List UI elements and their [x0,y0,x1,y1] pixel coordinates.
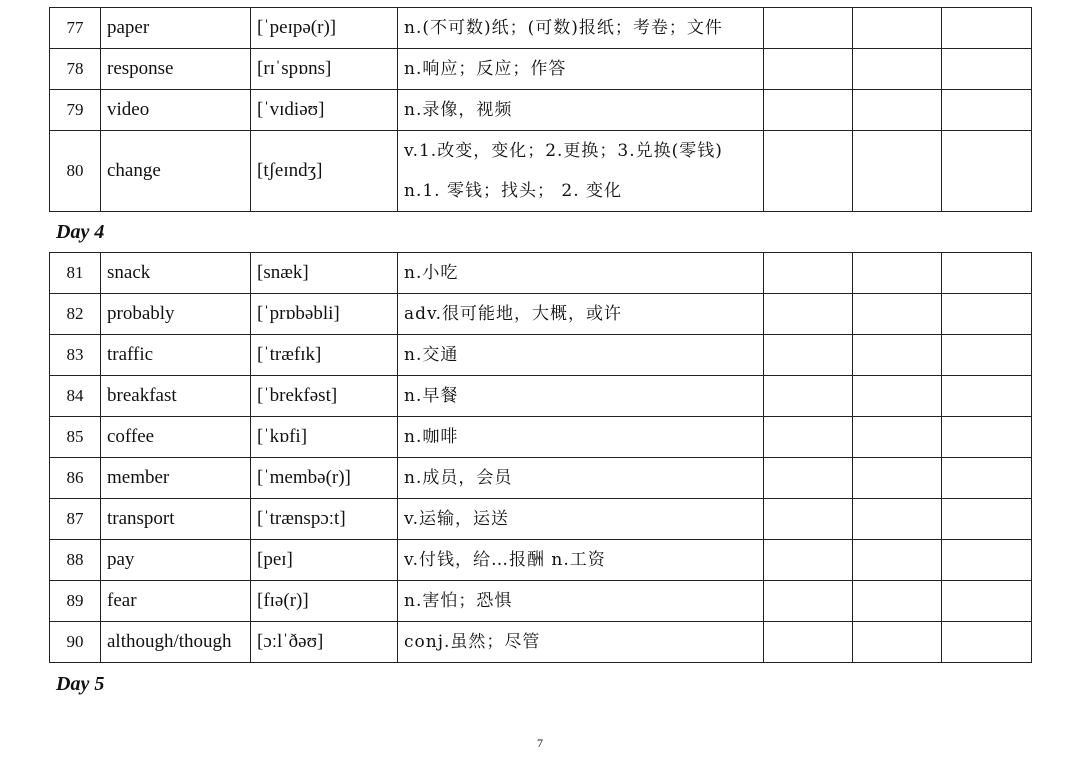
practice-cell [764,335,853,376]
meaning-line: n.交通 [404,345,459,365]
phonetic: [peɪ] [251,540,398,581]
practice-cell [853,376,942,417]
vocab-table-day3 [49,7,1032,212]
meaning-line: n.成员，会员 [404,468,513,488]
row-number: 84 [50,376,101,417]
phonetic: [snæk] [251,253,398,294]
practice-cell [853,540,942,581]
row-number: 81 [50,253,101,294]
row-number: 78 [50,49,101,90]
meaning-line: v.运输，运送 [404,509,509,529]
row-number: 90 [50,622,101,663]
row-number: 79 [50,90,101,131]
phonetic: [ɔːlˈðəʊ] [251,622,398,663]
practice-cell [942,581,1032,622]
vocab-row [50,376,1032,417]
practice-cell [942,622,1032,663]
word: fear [101,581,251,622]
practice-cell [942,294,1032,335]
phonetic: [ˈbrekfəst] [251,376,398,417]
practice-cell [853,49,942,90]
word: snack [101,253,251,294]
meaning-line: v.付钱，给…报酬 n.工资 [404,550,606,570]
page-number: 7 [537,736,543,750]
word: transport [101,499,251,540]
row-number: 85 [50,417,101,458]
practice-cell [942,458,1032,499]
practice-cell [853,294,942,335]
phonetic: [ˈtrænspɔːt] [251,499,398,540]
phonetic: [ˈprɒbəbli] [251,294,398,335]
meaning-line: conj.虽然；尽管 [404,632,541,652]
vocab-row [50,90,1032,131]
meaning [398,376,764,417]
practice-cell [764,8,853,49]
vocab-row [50,49,1032,90]
meaning-line: n.小吃 [404,263,459,283]
practice-cell [764,131,853,212]
meaning [398,294,764,335]
word: pay [101,540,251,581]
practice-cell [942,376,1032,417]
word: probably [101,294,251,335]
meaning [398,458,764,499]
practice-cell [853,131,942,212]
row-number: 77 [50,8,101,49]
word: change [101,131,251,212]
practice-cell [942,49,1032,90]
practice-cell [764,294,853,335]
word: video [101,90,251,131]
practice-cell [764,581,853,622]
vocab-row [50,458,1032,499]
word: coffee [101,417,251,458]
practice-cell [764,458,853,499]
meaning-line: n.录像，视频 [404,100,513,120]
meaning-line: n.(不可数)纸；(可数)报纸；考卷；文件 [404,18,723,38]
meaning [398,131,764,212]
vocab-row [50,540,1032,581]
vocab-row [50,417,1032,458]
phonetic: [ˈtræfɪk] [251,335,398,376]
phonetic: [ˈmembə(r)] [251,458,398,499]
practice-cell [853,458,942,499]
practice-cell [853,622,942,663]
row-number: 87 [50,499,101,540]
meaning [398,253,764,294]
meaning-line: n.害怕；恐惧 [404,591,513,611]
day-5-heading: Day 5 [56,673,105,695]
practice-cell [942,90,1032,131]
row-number: 83 [50,335,101,376]
vocab-row [50,499,1032,540]
vocab-row [50,8,1032,49]
meaning [398,581,764,622]
practice-cell [942,131,1032,212]
practice-cell [764,540,853,581]
row-number: 86 [50,458,101,499]
phonetic: [ˈvɪdiəʊ] [251,90,398,131]
meaning-line: n.早餐 [404,386,459,406]
row-number: 89 [50,581,101,622]
practice-cell [853,253,942,294]
meaning-line: adv.很可能地，大概，或许 [404,304,623,324]
meaning-line: n.1. 零钱；找头； 2. 变化 [404,181,623,201]
practice-cell [942,335,1032,376]
phonetic: [ˈpeɪpə(r)] [251,8,398,49]
vocab-row [50,253,1032,294]
meaning-line: n.响应；反应；作答 [404,59,567,79]
meaning [398,49,764,90]
meaning [398,335,764,376]
row-number: 80 [50,131,101,212]
practice-cell [764,622,853,663]
practice-cell [764,417,853,458]
phonetic: [ˈkɒfi] [251,417,398,458]
phonetic: [rɪˈspɒns] [251,49,398,90]
meaning-line: v.1.改变，变化；2.更换；3.兑换(零钱) [404,141,723,161]
practice-cell [942,499,1032,540]
practice-cell [853,417,942,458]
practice-cell [942,253,1032,294]
practice-cell [764,90,853,131]
meaning [398,417,764,458]
meaning [398,540,764,581]
word: breakfast [101,376,251,417]
meaning [398,90,764,131]
meaning [398,622,764,663]
meaning-line: n.咖啡 [404,427,459,447]
practice-cell [942,417,1032,458]
vocab-row [50,581,1032,622]
practice-cell [942,540,1032,581]
phonetic: [fɪə(r)] [251,581,398,622]
word: response [101,49,251,90]
row-number: 88 [50,540,101,581]
word: traffic [101,335,251,376]
practice-cell [853,90,942,131]
practice-cell [764,253,853,294]
practice-cell [853,499,942,540]
vocab-row [50,294,1032,335]
day-4-heading: Day 4 [56,221,105,243]
vocab-table-day4 [49,252,1032,663]
phonetic: [tʃeɪndʒ] [251,131,398,212]
practice-cell [764,499,853,540]
practice-cell [942,8,1032,49]
vocab-row [50,622,1032,663]
practice-cell [853,8,942,49]
word: although/though [101,622,251,663]
meaning [398,8,764,49]
practice-cell [764,376,853,417]
word: paper [101,8,251,49]
vocab-row [50,131,1032,212]
practice-cell [853,335,942,376]
word: member [101,458,251,499]
meaning [398,499,764,540]
practice-cell [764,49,853,90]
row-number: 82 [50,294,101,335]
vocab-row [50,335,1032,376]
practice-cell [853,581,942,622]
